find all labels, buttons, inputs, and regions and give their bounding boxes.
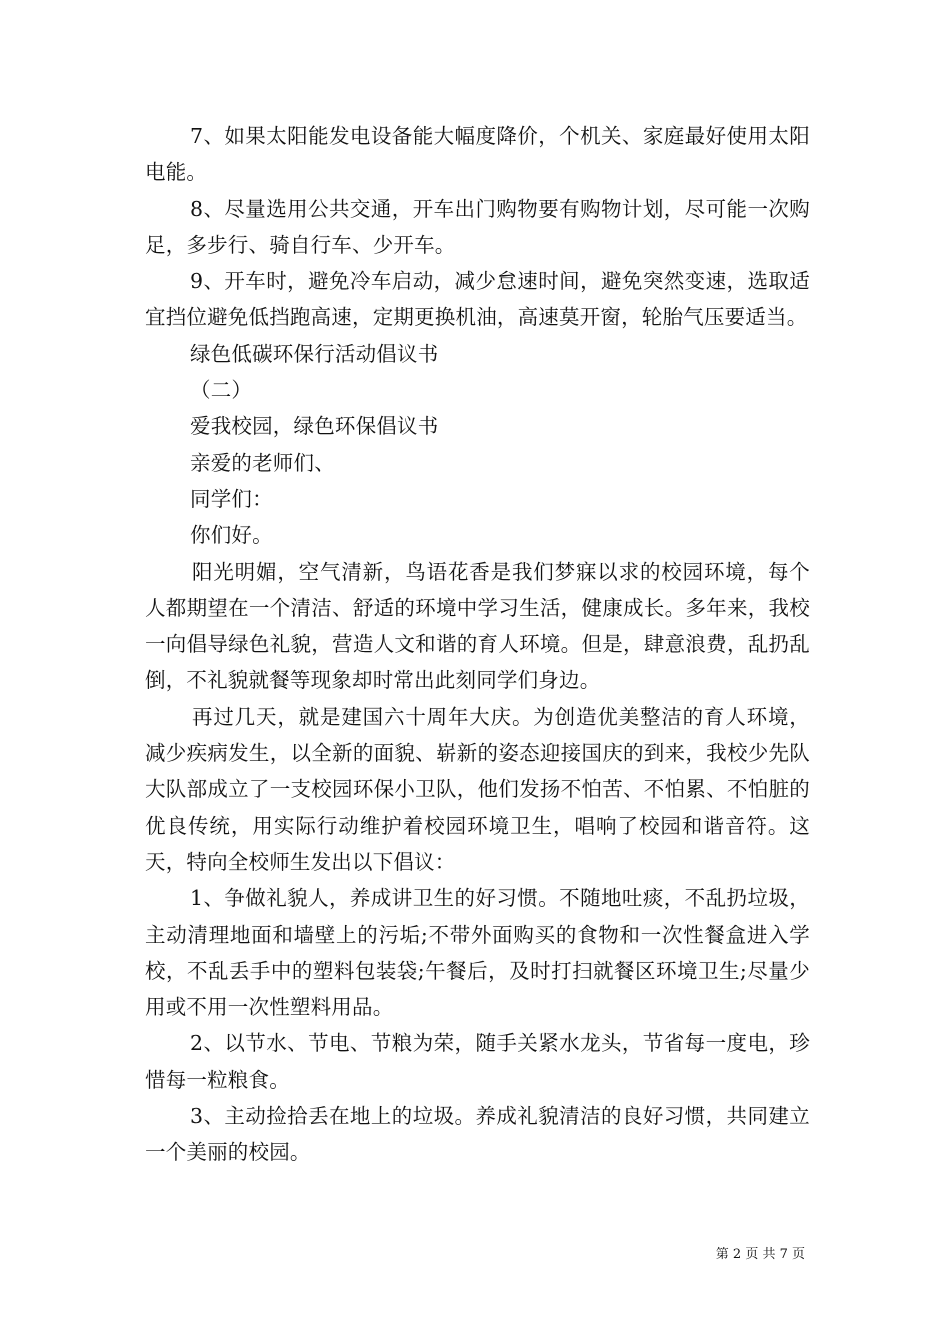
- paragraph-item-9: 9、开车时，避免冷车启动，减少怠速时间，避免突然变速，选取适宜挡位避免低挡跑高速，定期更换机油，高速莫开窗，轮胎气压要适当。: [145, 269, 810, 330]
- section-number: （二）: [190, 378, 253, 403]
- page-number-footer: 第 2 页 共 7 页: [715, 1247, 805, 1262]
- paragraph-national-day: 再过几天，就是建国六十周年大庆。为创造优美整洁的育人环境，减少疾病发生，以全新的面貌、崭新的姿态迎接国庆的到来，我校少先队大队部成立了一支校园环保小卫队，他们发扬不怕苦、不怕累、不怕脏的优良传统，用实际行动维护着校园环境卫生，唱响了校园和谐音符。这天，特向全校师生发出以下倡议：: [145, 704, 810, 874]
- salutation-teachers: 亲爱的老师们、: [190, 450, 335, 475]
- document-title: 绿色低碳环保行活动倡议书: [190, 341, 439, 366]
- greeting: 你们好。: [190, 523, 273, 548]
- paragraph-item-7: 7、如果太阳能发电设备能大幅度降价，个机关、家庭最好使用太阳电能。: [145, 124, 810, 185]
- proposal-title: 爱我校园，绿色环保倡议书: [190, 414, 439, 439]
- paragraph-intro: 阳光明媚，空气清新，鸟语花香是我们梦寐以求的校园环境，每个人都期望在一个清洁、舒适的环境中学习生活，健康成长。多年来，我校一向倡导绿色礼貌，营造人文和谐的育人环境。但是，肆意浪费，乱扔乱倒，不礼貌就餐等现象却时常出此刻同学们身边。: [145, 559, 810, 693]
- proposal-item-3: 3、主动捡拾丢在地上的垃圾。养成礼貌清洁的良好习惯，共同建立一个美丽的校园。: [145, 1104, 810, 1165]
- paragraph-item-8: 8、尽量选用公共交通，开车出门购物要有购物计划，尽可能一次购足，多步行、骑自行车、少开车。: [145, 196, 810, 257]
- salutation-students: 同学们：: [190, 486, 273, 511]
- proposal-item-2: 2、以节水、节电、节粮为荣，随手关紧水龙头，节省每一度电，珍惜每一粒粮食。: [145, 1031, 810, 1092]
- proposal-item-1: 1、争做礼貌人，养成讲卫生的好习惯。不随地吐痰，不乱扔垃圾，主动清理地面和墙壁上的污垢;不带外面购买的食物和一次性餐盒进入学校，不乱丢手中的塑料包装袋;午餐后，及时打扫就餐区环境卫生;尽量少用或不用一次性塑料用品。: [145, 886, 810, 1020]
- document-body: [145, 118, 810, 1171]
